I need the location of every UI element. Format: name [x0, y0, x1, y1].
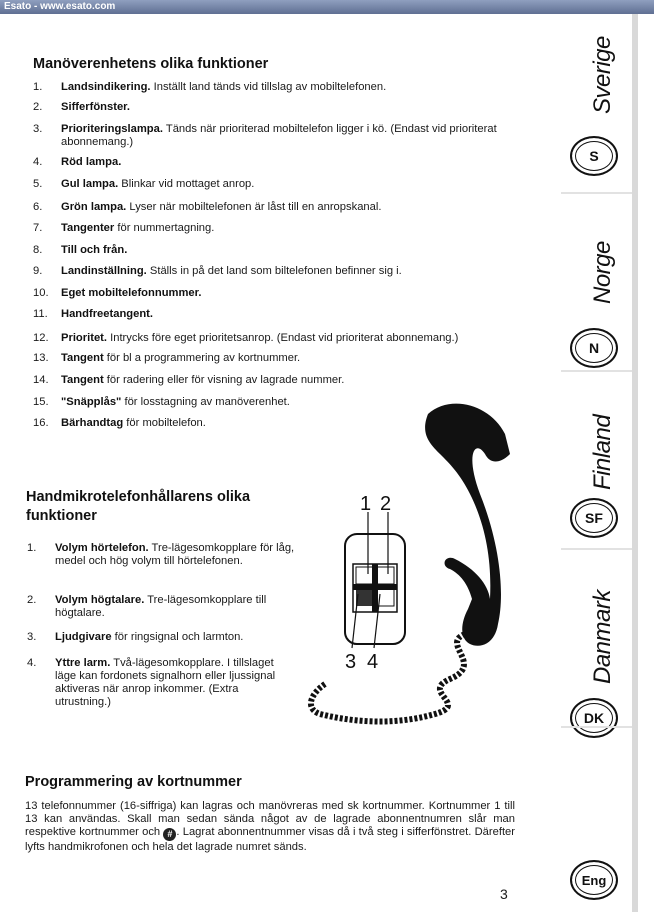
country-badge: SF [570, 498, 618, 538]
list-item-term: Röd lampa. [61, 156, 122, 168]
diagram-label-1: 1 [360, 493, 372, 515]
list-item-number: 14. [33, 374, 49, 386]
list-item-term: Ljudgivare [55, 631, 112, 643]
tab-label: Danmark [589, 590, 616, 684]
list-item-term: Handfreetangent. [61, 308, 153, 320]
diagram-label-3: 3 [345, 651, 357, 673]
list-item-description: Tre-lägesomkopplare till högtalare. [55, 594, 267, 619]
list-item-term: Bärhandtag [61, 417, 124, 429]
tab-divider [561, 192, 632, 194]
list-item-description: Lyser när mobiltelefonen är låst till en anropskanal. [126, 201, 382, 213]
tab-sverige[interactable] [561, 14, 632, 192]
list-item-description: Tänds när prioriterad mobiltelefon ligger i kö. (Endast vid prioriterat abonnemang.) [61, 123, 497, 148]
list-item-text [55, 594, 295, 620]
list-item-term: Grön lampa. [61, 201, 127, 213]
country-badge: S [570, 136, 618, 176]
list-item-text [55, 631, 295, 644]
list-item-term: Prioritet. [61, 332, 108, 344]
list-item-number: 8. [33, 244, 43, 256]
list-item-text [61, 287, 531, 300]
sidebar-edge [632, 14, 638, 912]
list-item-number: 7. [33, 222, 43, 234]
country-badge: Eng [570, 860, 618, 900]
tab-divider [561, 548, 632, 550]
list-item-text [61, 81, 531, 94]
list-item-term: Volym högtalare. [55, 594, 145, 606]
site-banner-text: Esato - www.esato.com [4, 1, 116, 12]
hash-key-icon: # [163, 828, 176, 841]
list-item-description: för nummertagning. [114, 222, 215, 234]
list-item-text [61, 265, 531, 278]
list-item-text [61, 123, 531, 149]
list-item-number: 4. [27, 657, 37, 669]
diagram-label-2: 2 [380, 493, 392, 515]
list-item-term: Prioriteringslampa. [61, 123, 163, 135]
list-item-number: 1. [33, 81, 43, 93]
list-item-text [61, 244, 531, 257]
list-item-term: Gul lampa. [61, 178, 119, 190]
list-item-text [61, 332, 531, 345]
list-item-term: Tangenter [61, 222, 115, 234]
diagram-label-4: 4 [367, 651, 379, 673]
list-item-number: 5. [33, 178, 43, 190]
list-item-text [55, 542, 295, 568]
list-item-description: för losstagning av manöverenhet. [121, 396, 290, 408]
list-item-term: Eget mobiltelefonnummer. [61, 287, 202, 299]
list-item-description: Tre-lägesomkopplare för låg, medel och hög volym till hörtelefonen. [55, 542, 295, 567]
list-item-number: 2. [33, 101, 43, 113]
speed-dial-text-part2: . Lagrat abonnentnummer visas då i två steg i sifferfönstret. Därefter lyfts handmikrofonen och hela det lagrade numret sänds. [25, 826, 516, 854]
list-item-number: 4. [33, 156, 43, 168]
list-item-text [61, 178, 531, 191]
list-item-text [61, 308, 531, 321]
list-item-term: Tangent [61, 374, 104, 386]
list-item-description: Två-lägesomkopplare. I tillslaget läge kan fordonets signalhorn eller ljussignal aktiveras när anrop inkommer. (Extra utrustning.) [55, 657, 276, 708]
list-item-term: Landinställning. [61, 265, 147, 277]
list-item-text [61, 374, 531, 387]
list-item-description: Intrycks före eget prioritetsanrop. (Endast vid prioriterat abonnemang.) [107, 332, 459, 344]
list-item-term: Sifferfönster. [61, 101, 131, 113]
list-item-term: Tangent [61, 352, 104, 364]
tab-divider [561, 726, 632, 728]
document-page [0, 14, 654, 914]
list-item-number: 2. [27, 594, 37, 606]
list-item-number: 10. [33, 287, 49, 299]
list-item-description: för radering eller för visning av lagrade nummer. [103, 374, 345, 386]
page-number: 3 [500, 886, 508, 902]
list-item-term: "Snäpplås" [61, 396, 122, 408]
tab-finland[interactable] [561, 370, 632, 548]
list-item-description: Ställs in på det land som biltelefonen befinner sig i. [146, 265, 402, 277]
list-item-number: 3. [27, 631, 37, 643]
list-item-text [61, 352, 531, 365]
language-tabs [561, 14, 638, 912]
list-item-description: för ringsignal och larmton. [111, 631, 244, 643]
list-item-number: 11. [33, 308, 48, 320]
list-item-text [61, 156, 531, 169]
list-item-number: 16. [33, 417, 49, 429]
tab-label: Finland [589, 414, 616, 490]
list-item-number: 3. [33, 123, 43, 135]
tab-label: Norge [589, 241, 616, 304]
country-badge: N [570, 328, 618, 368]
list-item-text [61, 101, 531, 114]
section-title-handset-holder: Handmikrotelefonhållarens olika funktioner [26, 489, 251, 524]
list-item-text [61, 201, 531, 214]
site-banner [0, 0, 654, 14]
list-item-number: 1. [27, 542, 37, 554]
list-item-term: Landsindikering. [61, 81, 151, 93]
tab-english[interactable] [561, 726, 632, 912]
list-item-number: 6. [33, 201, 43, 213]
list-item-term: Volym hörtelefon. [55, 542, 149, 554]
list-item-description: Blinkar vid mottaget anrop. [118, 178, 255, 190]
list-item-term: Yttre larm. [55, 657, 111, 669]
list-item-number: 9. [33, 265, 43, 277]
handset-diagram [300, 394, 540, 754]
list-item-description: för mobiltelefon. [123, 417, 206, 429]
tab-norge[interactable] [561, 192, 632, 370]
section-title-speed-dial: Programmering av kortnummer [25, 774, 242, 790]
list-item-description: Inställt land tänds vid tillslag av mobiltelefonen. [150, 81, 387, 93]
tab-label: Sverige [589, 36, 616, 114]
list-item-term: Till och från. [61, 244, 128, 256]
tab-divider [561, 370, 632, 372]
handset-icon [425, 404, 510, 646]
tab-danmark[interactable] [561, 548, 632, 726]
list-item-text [55, 657, 295, 709]
section-title-functions: Manöverenhetens olika funktioner [33, 56, 269, 72]
country-badge: DK [570, 698, 618, 738]
list-item-number: 12. [33, 332, 49, 344]
speed-dial-text-part1: 13 telefonnummer (16-siffriga) kan lagras och manövreras med sk kortnummer. Kortnummer 1 till 13 kan användas. Skall man sedan sända något av de lagrade abonnentnumren slår man respektive kortnummer och [25, 800, 515, 839]
list-item-number: 15. [33, 396, 49, 408]
speed-dial-paragraph [25, 800, 515, 855]
list-item-text [61, 222, 531, 235]
list-item-number: 13. [33, 352, 49, 364]
list-item-description: för bl a programmering av kortnummer. [103, 352, 301, 364]
